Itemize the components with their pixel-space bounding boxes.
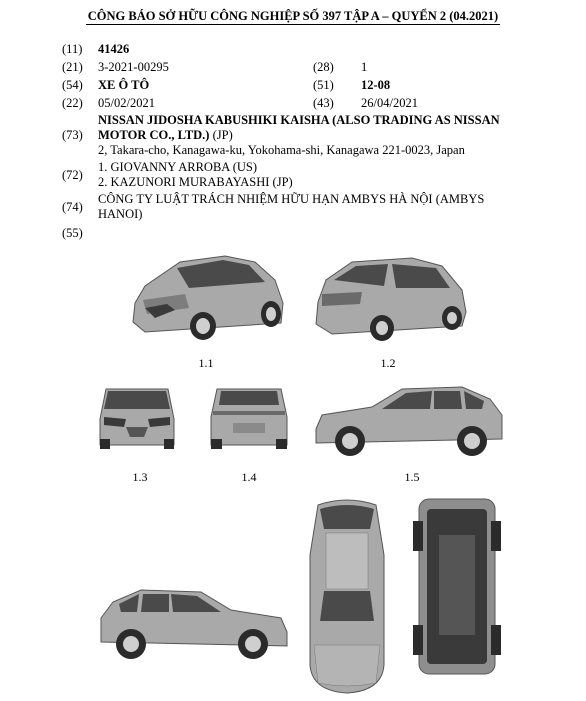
car-top-view-image (304, 495, 390, 695)
car-rear-three-quarter-image (312, 252, 470, 342)
figure-1-2 (312, 252, 470, 342)
figure-1-5 (312, 385, 507, 460)
agent-line2: HANOI) (98, 207, 143, 221)
owner-name-line2 (98, 128, 538, 143)
publication-date: 26/04/2021 (361, 96, 418, 110)
gazette-title: CÔNG BÁO SỞ HỮU CÔNG NGHIỆP SỐ 397 TẬP A – QUYỂN 2 (04.2021) (87, 9, 499, 23)
author-2: 2. KAZUNORI MURABAYASHI (JP) (98, 175, 293, 189)
owner-country: (JP) (209, 128, 233, 142)
car-bottom-view-image (413, 495, 501, 678)
design-title: XE Ô TÔ (98, 78, 150, 92)
code-28: (28) (313, 60, 334, 74)
figure-1-4-label: 1.4 (241, 470, 257, 484)
car-front-view-image (96, 383, 178, 451)
figure-1-1 (125, 248, 290, 343)
locarno-class: 12-08 (361, 78, 391, 92)
code-74: (74) (62, 200, 83, 214)
owner-name-line2-text: MOTOR CO., LTD.) (98, 128, 210, 142)
owner-address: 2, Takara-cho, Kanagawa-ku, Yokohama-shi, Kanagawa 221-0023, Japan (98, 143, 465, 157)
figure-1-3-label: 1.3 (132, 470, 148, 484)
registration-number: 41426 (98, 42, 130, 56)
agent-line1: CÔNG TY LUẬT TRÁCH NHIỆM HỮU HẠN AMBYS HÀ NỘI (AMBYS (98, 192, 485, 206)
code-55: (55) (62, 226, 83, 240)
figure-1-8 (413, 495, 501, 678)
car-right-side-image (312, 385, 507, 460)
code-11: (11) (62, 42, 83, 56)
figure-1-4 (207, 383, 291, 451)
car-left-side-image (96, 588, 291, 663)
figure-1-1-label: 1.1 (198, 356, 214, 370)
gazette-header (0, 9, 586, 24)
code-51: (51) (313, 78, 334, 92)
filing-date: 05/02/2021 (98, 96, 155, 110)
code-43: (43) (313, 96, 334, 110)
author-1: 1. GIOVANNY ARROBA (US) (98, 160, 258, 174)
code-72: (72) (62, 168, 83, 182)
car-front-three-quarter-image (125, 248, 290, 343)
figure-1-2-label: 1.2 (380, 356, 396, 370)
figure-1-5-label: 1.5 (404, 470, 420, 484)
code-73: (73) (62, 128, 83, 142)
design-count: 1 (361, 60, 368, 74)
code-22: (22) (62, 96, 83, 110)
application-number: 3-2021-00295 (98, 60, 169, 74)
code-54: (54) (62, 78, 83, 92)
code-21: (21) (62, 60, 83, 74)
figure-1-6 (96, 588, 291, 663)
figure-1-3 (96, 383, 178, 451)
figure-1-7 (304, 495, 390, 695)
owner-name-line1: NISSAN JIDOSHA KABUSHIKI KAISHA (ALSO TRADING AS NISSAN (98, 113, 500, 127)
car-rear-view-image (207, 383, 291, 451)
